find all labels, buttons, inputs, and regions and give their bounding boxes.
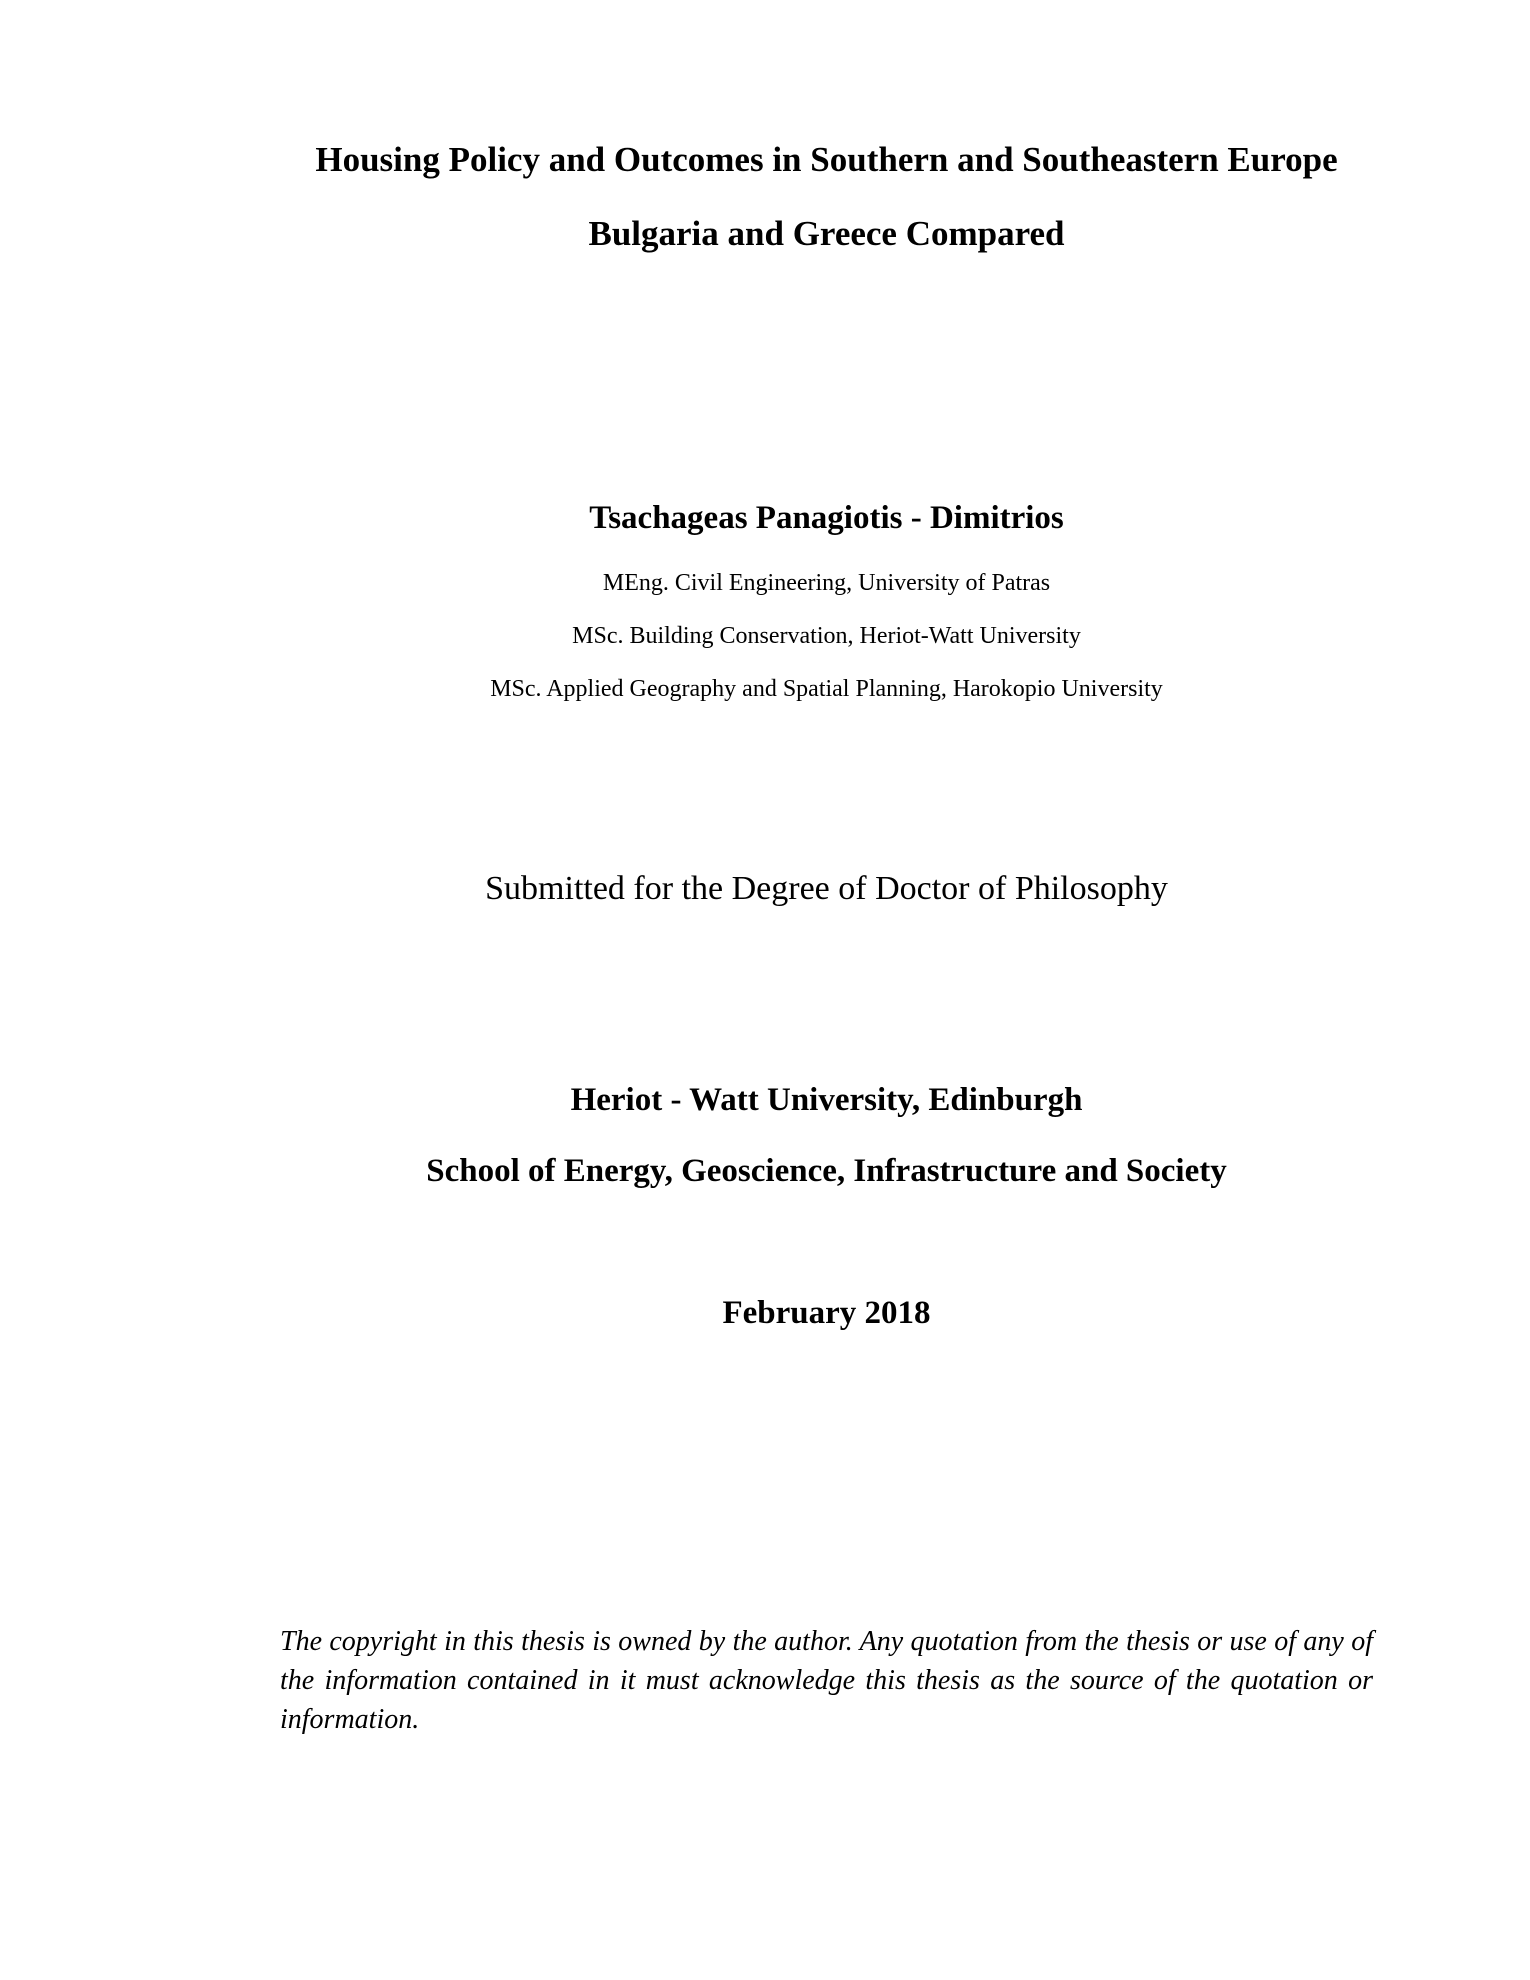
author-degree: MEng. Civil Engineering, University of Patras [602,570,1051,596]
thesis-subtitle: Bulgaria and Greece Compared [588,214,1065,253]
submission-statement: Submitted for the Degree of Doctor of Philosophy [485,870,1168,907]
author-name: Tsachageas Panagiotis - Dimitrios [589,500,1064,536]
university-name: Heriot - Watt University, Edinburgh [570,1082,1083,1118]
thesis-title: Housing Policy and Outcomes in Southern and Southeastern Europe [315,140,1338,179]
copyright-notice: The copyright in this thesis is owned by the author. Any quotation from the thesis or use of any of the information contained in it must acknowledge this thesis as the source of the quotation or information. [280,1626,1373,1735]
submission-date: February 2018 [722,1295,931,1331]
school-name: School of Energy, Geoscience, Infrastructure and Society [426,1153,1227,1189]
author-degree: MSc. Applied Geography and Spatial Planning, Harokopio University [490,676,1163,702]
author-degree: MSc. Building Conservation, Heriot-Watt University [572,623,1081,649]
